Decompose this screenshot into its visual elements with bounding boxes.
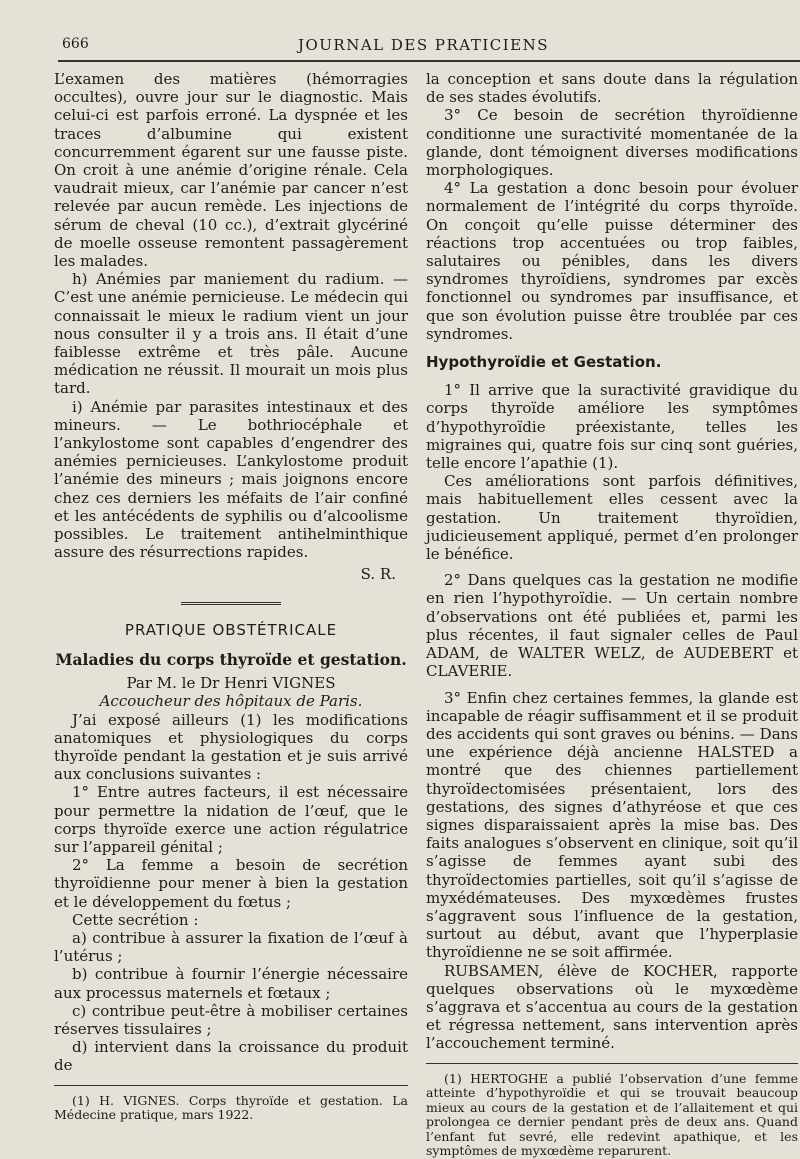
right-column [426,70,798,1159]
paragraph: L’examen des matières (hémorragies occultes), ouvre jour sur le diagnostic. Mais celui-ci est parfois erroné. La dyspnée et les traces d’albumine qui existent concurremment égarent sur une fausse piste. On croit à une anémie d’origine rénale. Cela vaudrait mieux, car l’anémie par cancer n’est relevée par aucun remède. Les injections de sérum de cheval (10 cc.), d’extrait glycériné de moelle osseuse remontent passagèrement les malades. [54,70,408,271]
paragraph: c) contribue peut-être à mobiliser certaines réserves tissulaires ; [54,1001,408,1038]
paragraph: la conception et sans doute dans la régulation de ses stades évolutifs. [426,70,798,107]
paragraph: 3° Ce besoin de secrétion thyroïdienne conditionne une suractivité momentanée de la glande, dont témoignent diverses modifications morphologiques. [426,106,798,180]
paragraph: 4° La gestation a donc besoin pour évoluer normalement de l’intégrité du corps thyroïde. On conçoit qu’elle puisse déterminer des réactions trop accentuées ou trop faibles, salutaires ou pénibles, dans les divers syndromes thyroïdiens, syndromes par excès fonctionnel ou syndromes par insuffisance, et que son évolution puisse être troublée par ces syndromes. [426,179,798,343]
paragraph: J’ai exposé ailleurs (1) les modifications anatomiques et physiologiques du corps thyroïde pendant la gestation et je suis arrivé aux conclusions suivantes : [54,710,408,784]
journal-title: JOURNAL DES PRATICIENS [297,36,550,54]
section-title: PRATIQUE OBSTÉTRICALE [124,620,338,639]
header-rule [58,60,800,62]
footnote: (1) HERTOGHE a publié l’observation d’une femme atteinte d’hypothyroïdie et qui se trouvait beaucoup mieux au cours de la gestation et de l’allaitement et qui prolongea ce dernier pendant près de deux ans. Quand l’enfant fut sevré, elle redevint apathique, et les symptômes de myxœdème reparurent. [426,1070,798,1159]
left-column [54,70,408,1123]
paragraph: 2° La femme a besoin de secrétion thyroïdienne pour mener à bien la gestation et le développement du fœtus ; [54,856,408,911]
page-header [62,36,785,58]
article-title: Maladies du corps thyroïde et gestation. [55,649,407,669]
paragraph: i) Anémie par parasites intestinaux et des mineurs. — Le bothriocéphale et l’ankylostome sont capables d’engendrer des anémies pernicieuses. L’ankylostome produit l’anémie des mineurs ; mais joignons encore chez ces derniers les méfaits de l’air confiné et les antécédents de syphilis ou d’alcoolisme possibles. Le traitement antihelminthique assure des résurrections rapides. [54,397,408,562]
paragraph: 3° Enfin chez certaines femmes, la glande est incapable de réagir suffisamment et il se produit des accidents qui sont graves ou bénins. — Dans une expérience déjà ancienne HALSTED a montré que des chiennes partiellement thyroïdectomisées présentaient, lors des gestations, des signes d’athyréose et que ces signes disparaissaient après la mise bas. Des faits analogues s’observent en clinique, soit qu’il s’agisse de femmes ayant subi des thyroïdectomies partielles, soit qu’il s’agisse de myxédémateuses. Des myxœdèmes frustes s’aggravent sous l’influence de la gestation, surtout au début, avant que l’hyperplasie thyroïdienne ne se soit affirmée. [426,688,798,962]
signature: S. R. [360,565,396,584]
author-affiliation: Accoucheur des hôpitaux de Paris. [99,692,363,711]
paragraph: RUBSAMEN, élève de KOCHER, rapporte quelques observations où le myxœdème s’aggrava et s’accentua au cours de la gestation et régressa nettement, sans intervention après l’accouchement terminé. [426,961,798,1053]
byline: Par M. le Dr Henri VIGNES [126,674,336,693]
paragraph: Cette secrétion : [72,910,199,929]
paragraph: h) Anémies par maniement du radium. — C’est une anémie pernicieuse. Le médecin qui connaissait le mieux le radium vient un jour nous consulter il y a trois ans. Il était d’une faiblesse extrême et très pâle. Aucune médication ne réussit. Il mourait un mois plus tard. [54,270,408,398]
footnote: (1) H. VIGNES. Corps thyroïde et gestation. La Médecine pratique, mars 1922. [54,1092,408,1123]
paragraph: Ces améliorations sont parfois définitives, mais habituellement elles cessent avec la gestation. Un traitement thyroïdien, judicieusement appliqué, permet d’en prolonger le bénéfice. [426,472,798,564]
paragraph: b) contribue à fournir l’énergie nécessaire aux processus maternels et fœtaux ; [54,965,408,1002]
paragraph: 1° Il arrive que la suractivité gravidique du corps thyroïde améliore les symptômes d’hypothyroïdie préexistante, telles les migraines qui, quatre fois sur cinq sont guéries, telle encore l’apathie (1). [426,381,798,473]
section-divider [181,602,281,607]
subheading: Hypothyroïdie et Gestation. [426,353,662,372]
paragraph: d) intervient dans la croissance du produit de [54,1038,408,1075]
footnote-rule [426,1063,798,1064]
paragraph: 2° Dans quelques cas la gestation ne modifie en rien l’hypothyroïdie. — Un certain nombre d’observations ont été publiées et, parmi les plus récentes, il faut signaler celles de Paul ADAM, de WALTER WELZ, de AUDEBERT et CLAVERIE. [426,571,798,681]
paragraph: 1° Entre autres facteurs, il est nécessaire pour permettre la nidation de l’œuf, que le corps thyroïde exerce une action régulatrice sur l’appareil génital ; [54,783,408,856]
paragraph: a) contribue à assurer la fixation de l’œuf à l’utérus ; [54,928,408,966]
page-number: 666 [62,36,89,52]
